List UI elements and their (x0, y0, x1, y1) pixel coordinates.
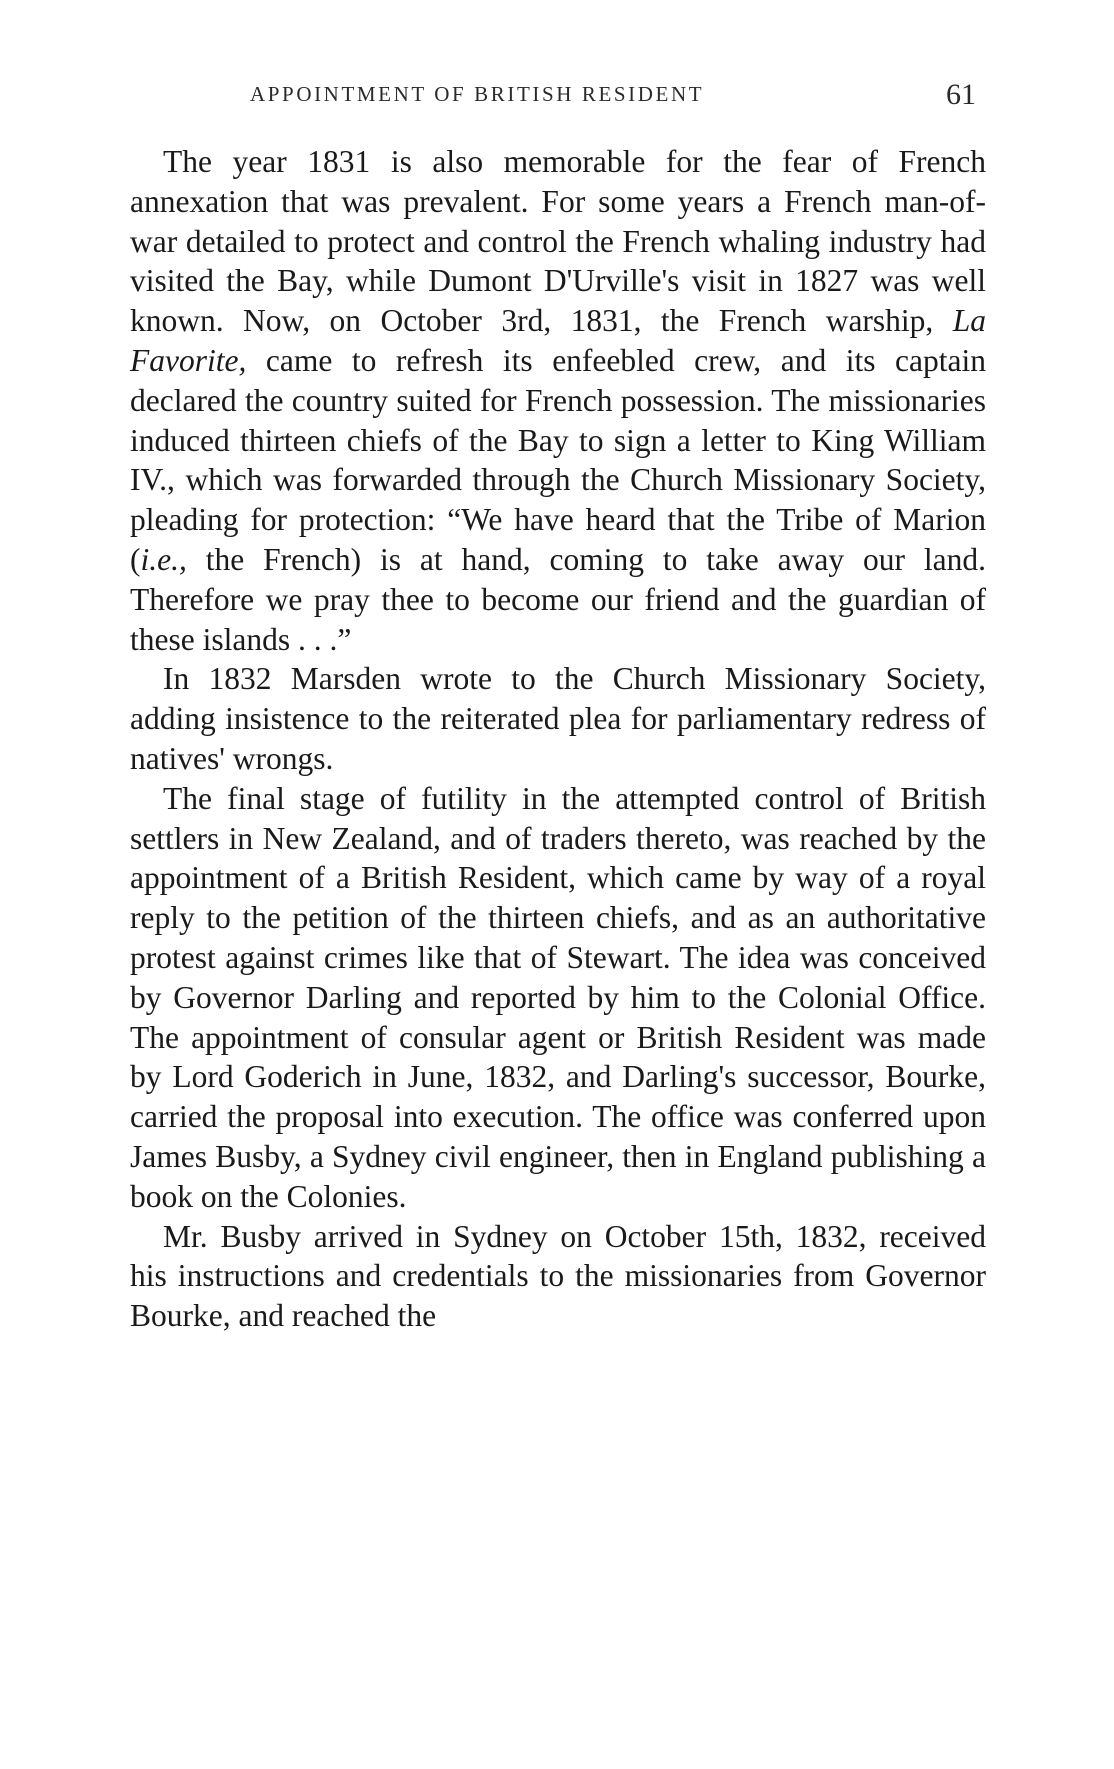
ship-name: La Favorite, (130, 303, 986, 378)
paragraph-busby-arrival: Mr. Busby arrived in Sydney on October 15th, 1832, received his instructions and credentials to the missionaries from Governor Bourke, and reached the (130, 1218, 986, 1334)
page-number: 61 (946, 78, 976, 111)
paragraph-french-annexation (130, 142, 986, 659)
paragraph-text: The year 1831 is also memorable for the fear of French annexation that was prevalent. For some years a French man-of-war detailed to protect and control the French whaling industry had visited the Bay, while Dumont D'Urville's visit in 1827 was well known. Now, on October 3rd, 1831, the French warship, (130, 144, 986, 339)
running-title: APPOINTMENT OF BRITISH RESIDENT (250, 82, 705, 106)
body-text (130, 142, 986, 1336)
running-head (130, 78, 986, 118)
abbreviation-ie: i.e., (140, 541, 187, 577)
paragraph-text: came to refresh its enfeebled crew, and its captain declared the country suited for French possession. The missionaries induced thirteen chiefs of the Bay to sign a letter to King William IV., which was forwarded through the Church Missionary Society, pleading for protection: “We have heard that the Tribe of Marion ( (130, 342, 986, 577)
paragraph-text: the French) is at hand, coming to take away our land. Therefore we pray thee to become our friend and the guardian of these islands . . .” (130, 541, 986, 657)
paragraph-british-resident: The final stage of futility in the attempted control of British settlers in New Zealand, and of traders thereto, was reached by the appointment of a British Resident, which came by way of a royal reply to the petition of the thirteen chiefs, and as an authoritative protest against crimes like that of Stewart. The idea was conceived by Governor Darling and reported by him to the Colonial Office. The appointment of consular agent or British Resident was made by Lord Goderich in June, 1832, and Darling's successor, Bourke, carried the proposal into execution. The office was conferred upon James Busby, a Sydney civil engineer, then in England publishing a book on the Colonies. (130, 780, 986, 1214)
paragraph-marsden: In 1832 Marsden wrote to the Church Missionary Society, adding insistence to the reiterated plea for parliamentary redress of natives' wrongs. (130, 661, 986, 776)
